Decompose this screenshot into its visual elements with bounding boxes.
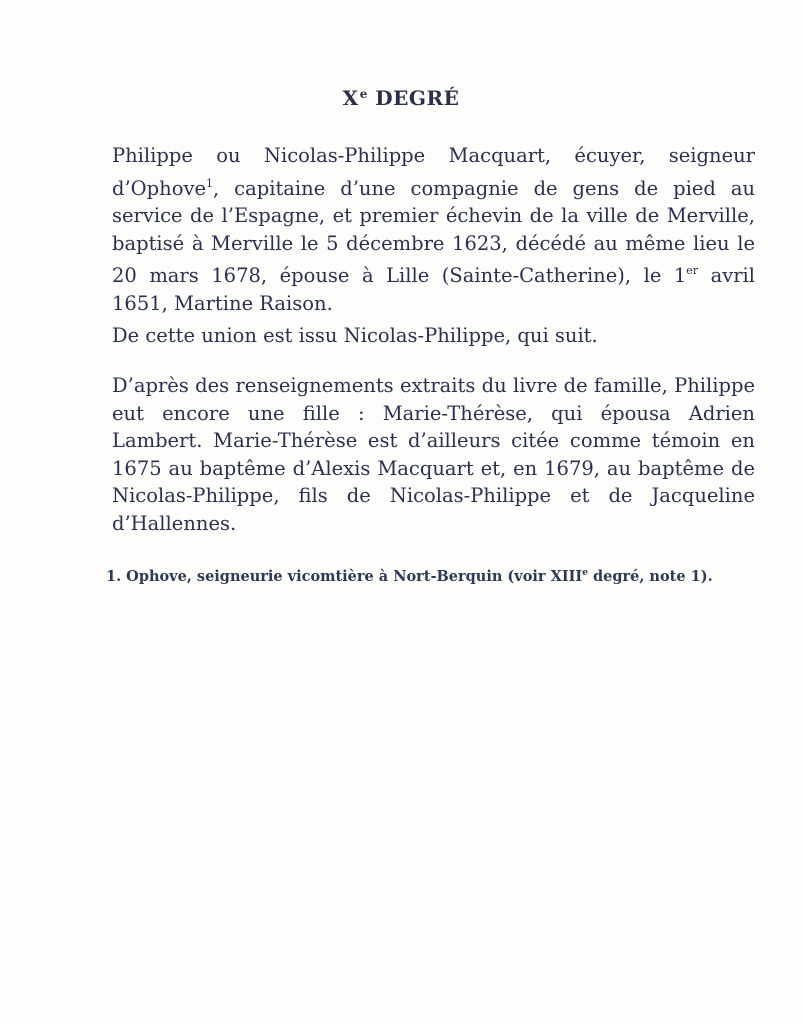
footnote-reference: 1	[206, 176, 214, 190]
paragraph-2-text: De cette union est issu Nicolas-Philippe, qui suit.	[112, 324, 598, 347]
page-heading	[0, 86, 802, 110]
heading-superscript: e	[359, 87, 368, 101]
footnote-superscript: e	[582, 568, 588, 578]
paragraph-2	[112, 322, 755, 350]
footnote	[106, 568, 766, 585]
paragraph-1-text-a: Philippe ou Nicolas-Philippe Macquart, écuyer, seigneur d’Ophove	[112, 144, 755, 200]
paragraph-3-text: D’après des renseignements extraits du livre de famille, Philippe eut encore une fille : Marie-Thérèse, qui épousa Adrien Lambert. Marie-Thérèse est d’ailleurs citée comme témoin en 1675 au baptême d’Alexis Macquart et, en 1679, au baptême de Nicolas-Philippe, fils de Nicolas-Philippe et de Jacqueline d’Hallennes.	[112, 374, 755, 535]
paragraph-1-text-b: , capitaine d’une compagnie de gens de pied au service de l’Espagne, et premier échevin de la ville de Merville, baptisé à Merville le 5 décembre 1623, décédé au même lieu le 20 mars 1678, épouse à Lille (Sainte-Catherine), le 1	[112, 176, 755, 287]
paragraph-1	[112, 142, 755, 317]
paragraph-3	[112, 372, 755, 537]
heading-prefix: X	[342, 86, 359, 110]
heading-rest: DEGRÉ	[375, 86, 460, 110]
footnote-text-b: degré, note 1).	[587, 568, 713, 585]
paragraph-1-text-c: avril 1651, Martine Raison.	[112, 264, 756, 315]
footnote-text-a: 1. Ophove, seigneurie vicomtière à Nort-Berquin (voir XIII	[106, 568, 583, 585]
paragraph-1-ordinal: er	[686, 264, 699, 277]
